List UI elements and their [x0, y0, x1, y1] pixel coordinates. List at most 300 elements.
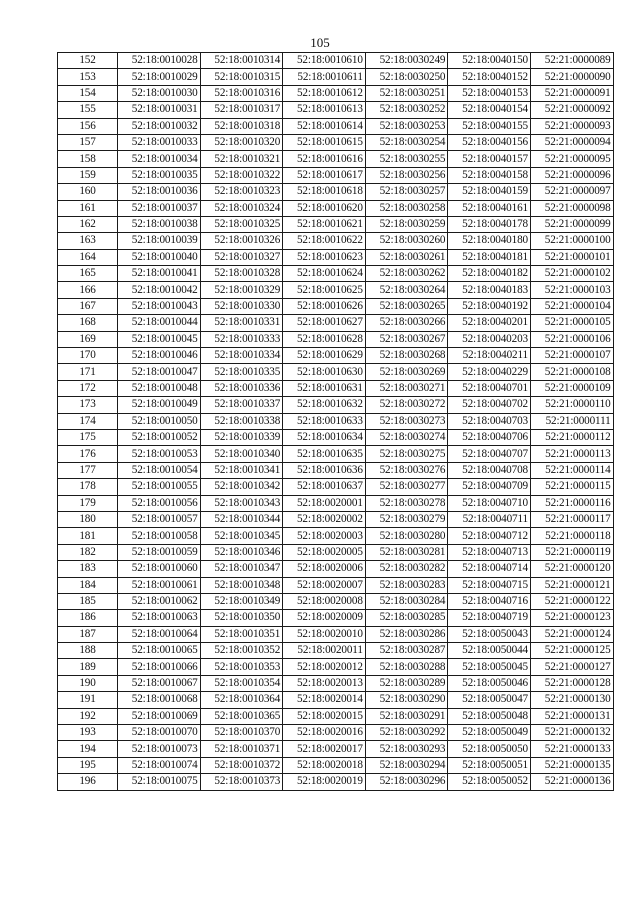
cadastral-number-cell: 52:18:0010033 [118, 134, 201, 150]
cadastral-number-cell: 52:18:0040712 [448, 528, 531, 544]
cadastral-number-cell: 52:18:0030250 [365, 69, 448, 85]
row-number-cell: 158 [58, 151, 118, 167]
cadastral-number-cell: 52:18:0040201 [448, 315, 531, 331]
cadastral-number-cell: 52:18:0030253 [365, 118, 448, 134]
row-number-cell: 183 [58, 561, 118, 577]
cadastral-number-cell: 52:18:0040153 [448, 85, 531, 101]
table-row [58, 708, 614, 724]
cadastral-number-cell: 52:21:0000133 [530, 741, 613, 757]
cadastral-number-cell: 52:18:0030290 [365, 692, 448, 708]
cadastral-number-cell: 52:18:0010333 [200, 331, 283, 347]
table-row [58, 184, 614, 200]
row-number-cell: 179 [58, 495, 118, 511]
cadastral-number-cell: 52:18:0010057 [118, 511, 201, 527]
cadastral-number-cell: 52:18:0010631 [283, 380, 366, 396]
cadastral-number-cell: 52:18:0010049 [118, 397, 201, 413]
table-row [58, 266, 614, 282]
row-number-cell: 190 [58, 675, 118, 691]
row-number-cell: 169 [58, 331, 118, 347]
cadastral-number-cell: 52:18:0050043 [448, 626, 531, 642]
cadastral-number-cell: 52:21:0000089 [530, 53, 613, 69]
row-number-cell: 184 [58, 577, 118, 593]
cadastral-number-cell: 52:18:0020001 [283, 495, 366, 511]
cadastral-numbers-table [57, 52, 614, 791]
cadastral-number-cell: 52:18:0010344 [200, 511, 283, 527]
cadastral-number-cell: 52:18:0040211 [448, 348, 531, 364]
cadastral-number-cell: 52:18:0010063 [118, 610, 201, 626]
cadastral-number-cell: 52:18:0010618 [283, 184, 366, 200]
cadastral-number-cell: 52:21:0000091 [530, 85, 613, 101]
cadastral-number-cell: 52:18:0040152 [448, 69, 531, 85]
cadastral-number-cell: 52:18:0030280 [365, 528, 448, 544]
table-row [58, 69, 614, 85]
row-number-cell: 196 [58, 774, 118, 790]
cadastral-number-cell: 52:18:0030258 [365, 200, 448, 216]
cadastral-number-cell: 52:18:0040716 [448, 593, 531, 609]
cadastral-number-cell: 52:18:0040706 [448, 429, 531, 445]
cadastral-number-cell: 52:18:0010069 [118, 708, 201, 724]
cadastral-number-cell: 52:21:0000124 [530, 626, 613, 642]
cadastral-number-cell: 52:18:0010614 [283, 118, 366, 134]
cadastral-number-cell: 52:18:0040714 [448, 561, 531, 577]
cadastral-number-cell: 52:18:0010073 [118, 741, 201, 757]
row-number-cell: 163 [58, 233, 118, 249]
table-row [58, 757, 614, 773]
cadastral-number-cell: 52:21:0000115 [530, 479, 613, 495]
cadastral-number-cell: 52:21:0000117 [530, 511, 613, 527]
cadastral-number-cell: 52:18:0040703 [448, 413, 531, 429]
cadastral-number-cell: 52:18:0010035 [118, 167, 201, 183]
cadastral-number-cell: 52:21:0000130 [530, 692, 613, 708]
cadastral-number-cell: 52:18:0030257 [365, 184, 448, 200]
cadastral-number-cell: 52:18:0010611 [283, 69, 366, 85]
cadastral-number-cell: 52:18:0040710 [448, 495, 531, 511]
cadastral-number-cell: 52:18:0010325 [200, 216, 283, 232]
cadastral-number-cell: 52:18:0020010 [283, 626, 366, 642]
cadastral-number-cell: 52:18:0010370 [200, 725, 283, 741]
cadastral-number-cell: 52:21:0000128 [530, 675, 613, 691]
cadastral-number-cell: 52:18:0030292 [365, 725, 448, 741]
cadastral-number-cell: 52:18:0040182 [448, 266, 531, 282]
cadastral-number-cell: 52:18:0050046 [448, 675, 531, 691]
cadastral-number-cell: 52:18:0010036 [118, 184, 201, 200]
cadastral-number-cell: 52:21:0000127 [530, 659, 613, 675]
cadastral-number-cell: 52:18:0030269 [365, 364, 448, 380]
table-row [58, 380, 614, 396]
cadastral-number-cell: 52:18:0010637 [283, 479, 366, 495]
cadastral-number-cell: 52:21:0000106 [530, 331, 613, 347]
cadastral-number-cell: 52:18:0030266 [365, 315, 448, 331]
cadastral-number-cell: 52:18:0010315 [200, 69, 283, 85]
row-number-cell: 176 [58, 446, 118, 462]
cadastral-number-cell: 52:18:0010059 [118, 544, 201, 560]
table-row [58, 200, 614, 216]
cadastral-number-cell: 52:21:0000099 [530, 216, 613, 232]
cadastral-number-cell: 52:18:0040180 [448, 233, 531, 249]
cadastral-number-cell: 52:21:0000122 [530, 593, 613, 609]
cadastral-number-cell: 52:18:0030276 [365, 462, 448, 478]
cadastral-number-cell: 52:18:0010371 [200, 741, 283, 757]
row-number-cell: 189 [58, 659, 118, 675]
cadastral-number-cell: 52:18:0010338 [200, 413, 283, 429]
cadastral-number-cell: 52:18:0030256 [365, 167, 448, 183]
table-row [58, 118, 614, 134]
cadastral-number-cell: 52:18:0010317 [200, 102, 283, 118]
cadastral-number-cell: 52:21:0000096 [530, 167, 613, 183]
cadastral-number-cell: 52:18:0010373 [200, 774, 283, 790]
cadastral-number-cell: 52:18:0020013 [283, 675, 366, 691]
cadastral-number-cell: 52:18:0010633 [283, 413, 366, 429]
cadastral-number-cell: 52:18:0010329 [200, 282, 283, 298]
table-row [58, 511, 614, 527]
cadastral-number-cell: 52:18:0010050 [118, 413, 201, 429]
cadastral-number-cell: 52:21:0000095 [530, 151, 613, 167]
cadastral-number-cell: 52:21:0000109 [530, 380, 613, 396]
cadastral-number-cell: 52:21:0000120 [530, 561, 613, 577]
cadastral-number-cell: 52:18:0030274 [365, 429, 448, 445]
cadastral-number-cell: 52:18:0010052 [118, 429, 201, 445]
cadastral-number-cell: 52:21:0000114 [530, 462, 613, 478]
cadastral-number-cell: 52:18:0040701 [448, 380, 531, 396]
cadastral-number-cell: 52:18:0010613 [283, 102, 366, 118]
cadastral-number-cell: 52:18:0030249 [365, 53, 448, 69]
cadastral-number-cell: 52:18:0010351 [200, 626, 283, 642]
row-number-cell: 175 [58, 429, 118, 445]
cadastral-number-cell: 52:18:0010350 [200, 610, 283, 626]
cadastral-number-cell: 52:18:0050048 [448, 708, 531, 724]
table-row [58, 298, 614, 314]
cadastral-number-cell: 52:18:0030268 [365, 348, 448, 364]
cadastral-number-cell: 52:21:0000102 [530, 266, 613, 282]
table-row [58, 561, 614, 577]
cadastral-number-cell: 52:18:0010318 [200, 118, 283, 134]
cadastral-number-cell: 52:18:0010372 [200, 757, 283, 773]
table-row [58, 151, 614, 167]
cadastral-number-cell: 52:18:0010047 [118, 364, 201, 380]
row-number-cell: 177 [58, 462, 118, 478]
cadastral-number-cell: 52:18:0020014 [283, 692, 366, 708]
cadastral-number-cell: 52:18:0010053 [118, 446, 201, 462]
cadastral-number-cell: 52:18:0010061 [118, 577, 201, 593]
cadastral-number-cell: 52:21:0000108 [530, 364, 613, 380]
cadastral-number-cell: 52:18:0010316 [200, 85, 283, 101]
row-number-cell: 188 [58, 643, 118, 659]
cadastral-number-cell: 52:18:0010056 [118, 495, 201, 511]
row-number-cell: 192 [58, 708, 118, 724]
row-number-cell: 172 [58, 380, 118, 396]
cadastral-number-cell: 52:21:0000125 [530, 643, 613, 659]
cadastral-number-cell: 52:18:0010364 [200, 692, 283, 708]
cadastral-number-cell: 52:18:0010045 [118, 331, 201, 347]
cadastral-number-cell: 52:18:0020006 [283, 561, 366, 577]
cadastral-number-cell: 52:18:0010621 [283, 216, 366, 232]
cadastral-number-cell: 52:18:0050051 [448, 757, 531, 773]
cadastral-number-cell: 52:18:0040158 [448, 167, 531, 183]
cadastral-number-cell: 52:21:0000094 [530, 134, 613, 150]
cadastral-number-cell: 52:18:0030255 [365, 151, 448, 167]
cadastral-number-cell: 52:18:0030283 [365, 577, 448, 593]
cadastral-number-cell: 52:21:0000093 [530, 118, 613, 134]
table-row [58, 544, 614, 560]
cadastral-number-cell: 52:18:0040155 [448, 118, 531, 134]
cadastral-number-cell: 52:18:0010060 [118, 561, 201, 577]
cadastral-number-cell: 52:18:0010626 [283, 298, 366, 314]
cadastral-number-cell: 52:18:0010328 [200, 266, 283, 282]
cadastral-number-cell: 52:18:0010042 [118, 282, 201, 298]
cadastral-number-cell: 52:18:0010062 [118, 593, 201, 609]
cadastral-number-cell: 52:21:0000090 [530, 69, 613, 85]
cadastral-number-cell: 52:18:0040708 [448, 462, 531, 478]
cadastral-number-cell: 52:18:0010343 [200, 495, 283, 511]
cadastral-number-cell: 52:18:0010634 [283, 429, 366, 445]
row-number-cell: 170 [58, 348, 118, 364]
table-row [58, 282, 614, 298]
row-number-cell: 160 [58, 184, 118, 200]
cadastral-number-cell: 52:21:0000098 [530, 200, 613, 216]
cadastral-number-cell: 52:18:0010624 [283, 266, 366, 282]
cadastral-number-cell: 52:18:0010341 [200, 462, 283, 478]
cadastral-number-cell: 52:18:0020003 [283, 528, 366, 544]
cadastral-number-cell: 52:18:0010630 [283, 364, 366, 380]
cadastral-number-cell: 52:18:0010034 [118, 151, 201, 167]
cadastral-number-cell: 52:21:0000131 [530, 708, 613, 724]
cadastral-number-cell: 52:18:0010337 [200, 397, 283, 413]
table-row [58, 495, 614, 511]
cadastral-number-cell: 52:18:0030259 [365, 216, 448, 232]
row-number-cell: 178 [58, 479, 118, 495]
cadastral-number-cell: 52:18:0010040 [118, 249, 201, 265]
cadastral-number-cell: 52:18:0040178 [448, 216, 531, 232]
cadastral-number-cell: 52:21:0000118 [530, 528, 613, 544]
table-row [58, 577, 614, 593]
row-number-cell: 195 [58, 757, 118, 773]
row-number-cell: 193 [58, 725, 118, 741]
cadastral-number-cell: 52:18:0010046 [118, 348, 201, 364]
row-number-cell: 180 [58, 511, 118, 527]
table-row [58, 446, 614, 462]
cadastral-number-cell: 52:18:0010632 [283, 397, 366, 413]
cadastral-number-cell: 52:18:0040181 [448, 249, 531, 265]
cadastral-number-cell: 52:18:0030272 [365, 397, 448, 413]
cadastral-number-cell: 52:18:0010054 [118, 462, 201, 478]
cadastral-number-cell: 52:18:0010627 [283, 315, 366, 331]
row-number-cell: 159 [58, 167, 118, 183]
cadastral-number-cell: 52:18:0030254 [365, 134, 448, 150]
cadastral-number-cell: 52:18:0010324 [200, 200, 283, 216]
cadastral-number-cell: 52:18:0010323 [200, 184, 283, 200]
row-number-cell: 162 [58, 216, 118, 232]
cadastral-number-cell: 52:18:0010326 [200, 233, 283, 249]
cadastral-number-cell: 52:21:0000104 [530, 298, 613, 314]
row-number-cell: 152 [58, 53, 118, 69]
cadastral-number-cell: 52:18:0030296 [365, 774, 448, 790]
cadastral-number-cell: 52:18:0040150 [448, 53, 531, 69]
cadastral-number-cell: 52:18:0030273 [365, 413, 448, 429]
cadastral-number-cell: 52:18:0030260 [365, 233, 448, 249]
cadastral-number-cell: 52:21:0000113 [530, 446, 613, 462]
cadastral-number-cell: 52:21:0000112 [530, 429, 613, 445]
cadastral-number-cell: 52:18:0010620 [283, 200, 366, 216]
cadastral-number-cell: 52:18:0010041 [118, 266, 201, 282]
table-row [58, 429, 614, 445]
cadastral-number-cell: 52:21:0000116 [530, 495, 613, 511]
table-row [58, 675, 614, 691]
row-number-cell: 155 [58, 102, 118, 118]
cadastral-number-cell: 52:18:0010066 [118, 659, 201, 675]
table-row [58, 348, 614, 364]
cadastral-number-cell: 52:18:0010314 [200, 53, 283, 69]
cadastral-number-cell: 52:21:0000107 [530, 348, 613, 364]
cadastral-number-cell: 52:18:0010055 [118, 479, 201, 495]
table-row [58, 626, 614, 642]
table-row [58, 593, 614, 609]
cadastral-number-cell: 52:18:0010617 [283, 167, 366, 183]
cadastral-number-cell: 52:18:0050044 [448, 643, 531, 659]
cadastral-number-cell: 52:18:0020018 [283, 757, 366, 773]
table-row [58, 53, 614, 69]
cadastral-number-cell: 52:18:0010031 [118, 102, 201, 118]
table-row [58, 167, 614, 183]
cadastral-number-cell: 52:18:0020002 [283, 511, 366, 527]
row-number-cell: 174 [58, 413, 118, 429]
row-number-cell: 187 [58, 626, 118, 642]
cadastral-number-cell: 52:21:0000135 [530, 757, 613, 773]
cadastral-number-cell: 52:18:0040711 [448, 511, 531, 527]
cadastral-number-cell: 52:18:0010623 [283, 249, 366, 265]
cadastral-number-cell: 52:18:0010064 [118, 626, 201, 642]
cadastral-number-cell: 52:21:0000092 [530, 102, 613, 118]
cadastral-number-cell: 52:18:0020009 [283, 610, 366, 626]
cadastral-number-cell: 52:18:0030285 [365, 610, 448, 626]
cadastral-number-cell: 52:18:0030282 [365, 561, 448, 577]
cadastral-number-cell: 52:18:0030291 [365, 708, 448, 724]
table-row [58, 134, 614, 150]
cadastral-number-cell: 52:18:0030261 [365, 249, 448, 265]
cadastral-number-cell: 52:18:0010068 [118, 692, 201, 708]
cadastral-number-cell: 52:18:0010615 [283, 134, 366, 150]
cadastral-number-cell: 52:18:0010635 [283, 446, 366, 462]
row-number-cell: 165 [58, 266, 118, 282]
cadastral-number-cell: 52:18:0010029 [118, 69, 201, 85]
cadastral-number-cell: 52:18:0030277 [365, 479, 448, 495]
cadastral-number-cell: 52:18:0010336 [200, 380, 283, 396]
cadastral-number-cell: 52:18:0050045 [448, 659, 531, 675]
cadastral-number-cell: 52:18:0010612 [283, 85, 366, 101]
row-number-cell: 157 [58, 134, 118, 150]
cadastral-number-cell: 52:18:0010331 [200, 315, 283, 331]
cadastral-number-cell: 52:18:0010044 [118, 315, 201, 331]
table-row [58, 315, 614, 331]
cadastral-number-cell: 52:18:0040715 [448, 577, 531, 593]
cadastral-number-cell: 52:18:0010334 [200, 348, 283, 364]
row-number-cell: 161 [58, 200, 118, 216]
row-number-cell: 171 [58, 364, 118, 380]
row-number-cell: 181 [58, 528, 118, 544]
cadastral-number-cell: 52:18:0010335 [200, 364, 283, 380]
table-row [58, 462, 614, 478]
cadastral-number-cell: 52:21:0000123 [530, 610, 613, 626]
cadastral-number-cell: 52:18:0010347 [200, 561, 283, 577]
cadastral-number-cell: 52:18:0010616 [283, 151, 366, 167]
cadastral-number-cell: 52:18:0030271 [365, 380, 448, 396]
cadastral-number-cell: 52:18:0010058 [118, 528, 201, 544]
cadastral-number-cell: 52:18:0040157 [448, 151, 531, 167]
cadastral-number-cell: 52:18:0020016 [283, 725, 366, 741]
cadastral-number-cell: 52:18:0010070 [118, 725, 201, 741]
cadastral-number-cell: 52:18:0010065 [118, 643, 201, 659]
cadastral-number-cell: 52:18:0030294 [365, 757, 448, 773]
cadastral-number-cell: 52:18:0040156 [448, 134, 531, 150]
cadastral-number-cell: 52:21:0000121 [530, 577, 613, 593]
row-number-cell: 166 [58, 282, 118, 298]
cadastral-number-cell: 52:21:0000105 [530, 315, 613, 331]
cadastral-number-cell: 52:18:0010048 [118, 380, 201, 396]
cadastral-number-cell: 52:18:0010610 [283, 53, 366, 69]
table-row [58, 725, 614, 741]
cadastral-number-cell: 52:21:0000132 [530, 725, 613, 741]
cadastral-number-cell: 52:18:0010330 [200, 298, 283, 314]
cadastral-number-cell: 52:18:0010345 [200, 528, 283, 544]
cadastral-number-cell: 52:18:0030267 [365, 331, 448, 347]
cadastral-number-cell: 52:18:0010039 [118, 233, 201, 249]
cadastral-number-cell: 52:21:0000103 [530, 282, 613, 298]
cadastral-number-cell: 52:18:0010349 [200, 593, 283, 609]
table-row [58, 397, 614, 413]
cadastral-number-cell: 52:21:0000100 [530, 233, 613, 249]
cadastral-number-cell: 52:18:0020019 [283, 774, 366, 790]
cadastral-number-cell: 52:18:0020017 [283, 741, 366, 757]
cadastral-number-cell: 52:18:0040707 [448, 446, 531, 462]
cadastral-number-cell: 52:18:0040713 [448, 544, 531, 560]
page-number: 105 [310, 35, 330, 50]
cadastral-number-cell: 52:18:0010342 [200, 479, 283, 495]
cadastral-number-cell: 52:18:0010340 [200, 446, 283, 462]
cadastral-number-cell: 52:18:0010028 [118, 53, 201, 69]
row-number-cell: 168 [58, 315, 118, 331]
cadastral-number-cell: 52:18:0010365 [200, 708, 283, 724]
cadastral-number-cell: 52:18:0010075 [118, 774, 201, 790]
table-row [58, 216, 614, 232]
cadastral-number-cell: 52:18:0010038 [118, 216, 201, 232]
cadastral-number-cell: 52:18:0050049 [448, 725, 531, 741]
cadastral-number-cell: 52:21:0000111 [530, 413, 613, 429]
cadastral-number-cell: 52:18:0040192 [448, 298, 531, 314]
cadastral-number-cell: 52:18:0010043 [118, 298, 201, 314]
table-row [58, 413, 614, 429]
cadastral-number-cell: 52:18:0010352 [200, 643, 283, 659]
table-body [58, 53, 614, 791]
cadastral-number-cell: 52:18:0010353 [200, 659, 283, 675]
cadastral-number-cell: 52:18:0040183 [448, 282, 531, 298]
cadastral-number-cell: 52:18:0010321 [200, 151, 283, 167]
row-number-cell: 186 [58, 610, 118, 626]
cadastral-number-cell: 52:18:0030252 [365, 102, 448, 118]
table-row [58, 692, 614, 708]
table-row [58, 102, 614, 118]
table-row [58, 364, 614, 380]
cadastral-number-cell: 52:18:0030279 [365, 511, 448, 527]
cadastral-number-cell: 52:18:0040709 [448, 479, 531, 495]
cadastral-number-cell: 52:18:0010625 [283, 282, 366, 298]
cadastral-number-cell: 52:18:0020005 [283, 544, 366, 560]
cadastral-number-cell: 52:18:0030264 [365, 282, 448, 298]
cadastral-number-cell: 52:18:0040229 [448, 364, 531, 380]
cadastral-number-cell: 52:18:0040719 [448, 610, 531, 626]
cadastral-number-cell: 52:21:0000097 [530, 184, 613, 200]
table-row [58, 741, 614, 757]
cadastral-number-cell: 52:18:0010322 [200, 167, 283, 183]
cadastral-number-cell: 52:18:0030251 [365, 85, 448, 101]
